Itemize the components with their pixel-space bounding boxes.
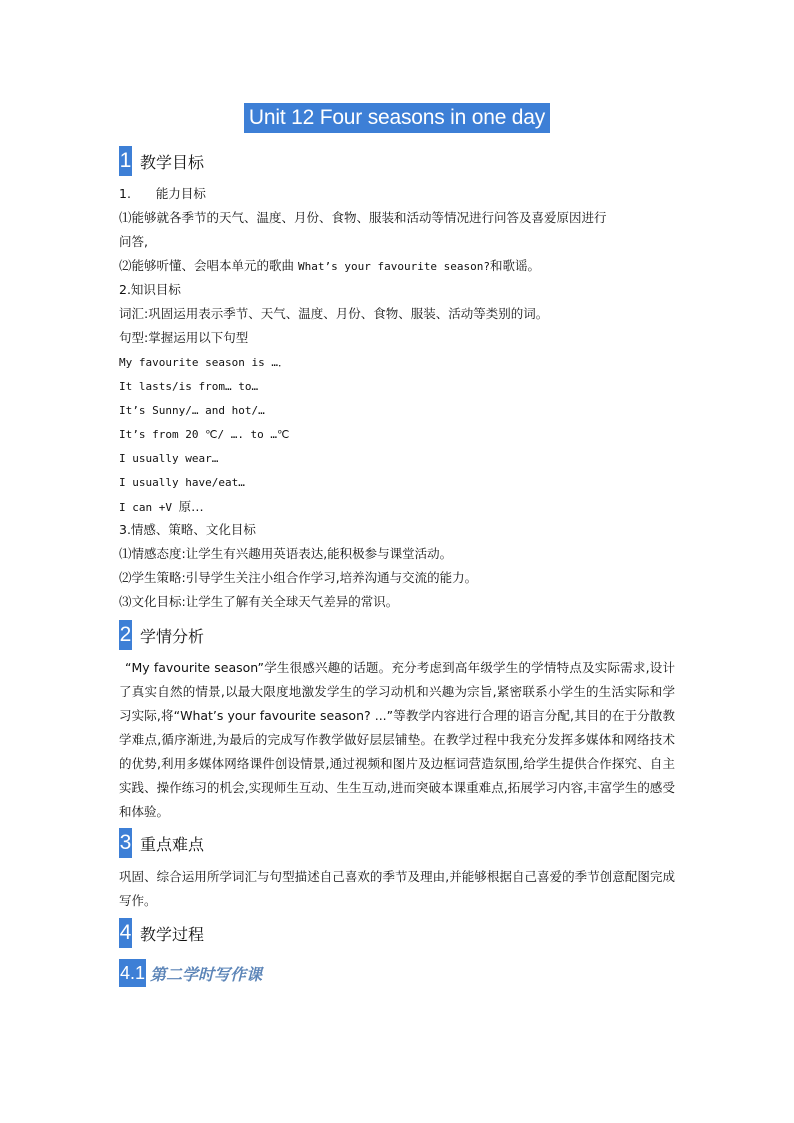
objective-line: 句型:掌握运用以下句型 <box>119 330 249 345</box>
sentence-pattern: It’s from 20 ℃/ …. to …℃ <box>119 428 290 441</box>
section-title: 重点难点 <box>140 834 205 854</box>
objective-line: 2.知识目标 <box>119 282 181 297</box>
document-title: Unit 12 Four seasons in one day <box>244 103 550 133</box>
section-heading-analysis <box>119 620 204 650</box>
objective-line <box>119 258 540 275</box>
objective-line: ⑴情感态度:让学生有兴趣用英语表达,能积极参与课堂活动。 <box>119 546 453 561</box>
sentence-pattern: It lasts/is from… to… <box>119 380 259 393</box>
song-title: What’s your favourite season? <box>297 260 491 273</box>
subsection-heading <box>119 959 262 987</box>
objective-text: 和歌谣。 <box>490 258 541 273</box>
objective-text: ⑵能够听懂、会唱本单元的歌曲 <box>119 258 298 273</box>
section-number: 1 <box>119 146 132 176</box>
sentence-pattern <box>119 499 204 516</box>
section-title: 教学过程 <box>140 924 205 944</box>
sentence-pattern: I usually wear… <box>119 452 219 465</box>
sentence-text: I can +V <box>119 501 179 514</box>
section-number: 4 <box>119 918 132 948</box>
objective-line: 1. 能力目标 <box>119 186 206 201</box>
section-title: 学情分析 <box>140 626 205 646</box>
sentence-text: 原… <box>178 499 204 514</box>
subsection-title: 第二学时写作课 <box>150 964 263 984</box>
section-number: 2 <box>119 620 132 650</box>
objective-line: ⑵学生策略:引导学生关注小组合作学习,培养沟通与交流的能力。 <box>119 570 478 585</box>
section-title: 教学目标 <box>140 152 205 172</box>
keypoints-paragraph: 巩固、综合运用所学词汇与句型描述自己喜欢的季节及理由,并能够根据自己喜爱的季节创意配图完成写作。 <box>119 869 675 908</box>
section-number: 3 <box>119 828 132 858</box>
objective-line: 3.情感、策略、文化目标 <box>119 522 256 537</box>
sentence-pattern: I usually have/eat… <box>119 476 245 489</box>
objective-line: 词汇:巩固运用表示季节、天气、温度、月份、食物、服装、活动等类别的词。 <box>119 306 549 321</box>
sentence-pattern: My favourite season is …． <box>119 356 289 369</box>
analysis-paragraph: “My favourite season”学生很感兴趣的话题。充分考虑到高年级学生的学情特点及实际需求,设计了真实自然的情景,以最大限度地激发学生的学习动机和兴趣为宗旨,紧密联系小学生的生活实际和学习实际,将“What’s your favourite season? ...”等教学内容进行合理的语言分配,其目的在于分散教学难点,循序渐进,为最后的完成写作教学做好层层铺垫。在教学过程中我充分发挥多媒体和网络技术的优势,利用多媒体网络课件创设情景,通过视频和图片及边框词营造氛围,给学生提供合作探究、自主实践、操作练习的机会,实现师生互动、生生互动,进而突破本课重难点,拓展学习内容,丰富学生的感受和体验。 <box>119 660 675 819</box>
objective-line: 问答, <box>119 234 148 249</box>
sentence-pattern: It’s Sunny/… and hot/… <box>119 404 265 417</box>
objective-line: ⑶文化目标:让学生了解有关全球天气差异的常识。 <box>119 594 399 609</box>
objective-line: ⑴能够就各季节的天气、温度、月份、食物、服装和活动等情况进行问答及喜爱原因进行 <box>119 210 607 225</box>
section-heading-process <box>119 918 204 948</box>
subsection-number: 4.1 <box>119 959 146 987</box>
section-heading-objectives <box>119 146 204 176</box>
section-heading-keypoints <box>119 828 204 858</box>
